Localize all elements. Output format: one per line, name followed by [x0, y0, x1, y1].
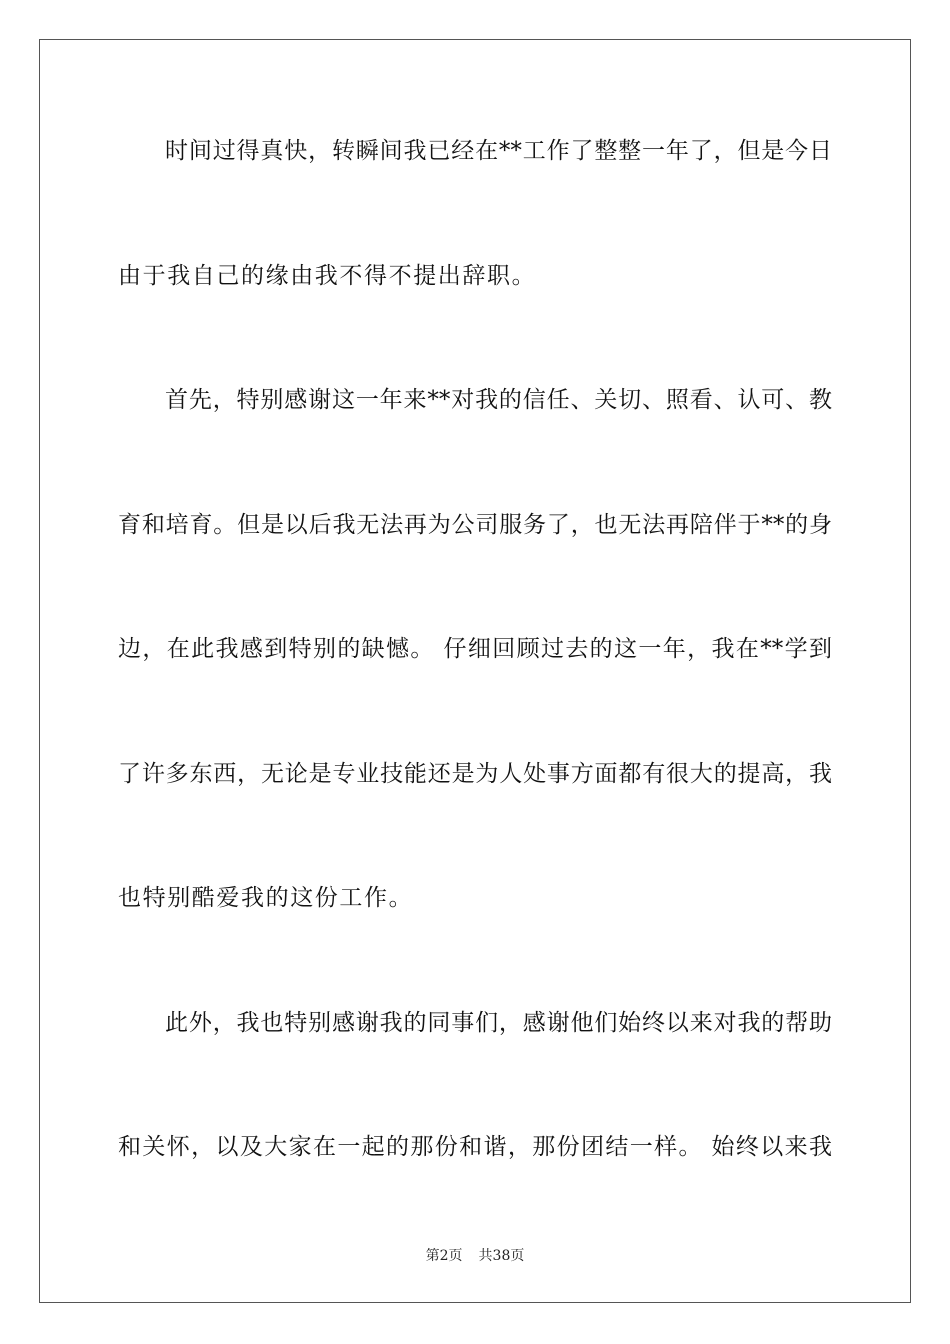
- paragraph-line-5: 边，在此我感到特别的缺憾。 仔细回顾过去的这一年，我在**学到: [118, 636, 832, 662]
- paragraph-line-7: 也特别酷爱我的这份工作。: [118, 885, 414, 911]
- paragraph-line-2: 由于我自己的缘由我不得不提出辞职。: [118, 263, 537, 289]
- paragraph-line-9: 和关怀，以及大家在一起的那份和谐，那份团结一样。 始终以来我: [118, 1134, 832, 1160]
- total-pages: 共38页: [478, 1248, 525, 1264]
- paragraph-line-4: 育和培育。但是以后我无法再为公司服务了，也无法再陪伴于**的身: [118, 512, 832, 538]
- paragraph-line-8: 此外，我也特别感谢我的同事们，感谢他们始终以来对我的帮助: [165, 1010, 832, 1036]
- page-number: 第2页: [425, 1248, 463, 1264]
- paragraph-line-6: 了许多东西，无论是专业技能还是为人处事方面都有很大的提高，我: [118, 761, 832, 787]
- page-footer: [0, 1247, 950, 1265]
- page-border: [39, 39, 911, 1303]
- paragraph-line-1: 时间过得真快，转瞬间我已经在**工作了整整一年了，但是今日: [165, 138, 832, 164]
- paragraph-line-3: 首先，特别感谢这一年来**对我的信任、关切、照看、认可、教: [165, 387, 832, 413]
